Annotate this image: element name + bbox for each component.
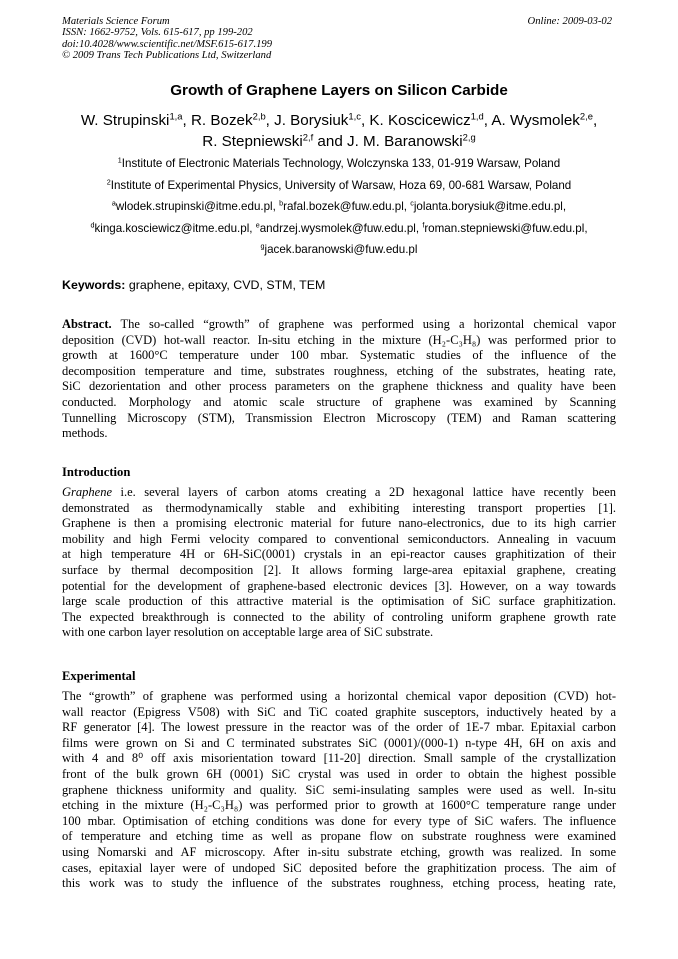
section-heading-experimental: Experimental (62, 669, 136, 683)
exp-line: of temperature and etching time as well as propane flow on substrate roughness were examined (62, 829, 616, 844)
author-line-2 (50, 131, 628, 152)
affiliation-text: Institute of Experimental Physics, University of Warsaw, Hoza 69, 00-681 Warsaw, Poland (110, 179, 572, 192)
email-sup: a (111, 198, 116, 208)
exp-line: RF generator [4]. The lowest pressure in the reactor was of the order of 1E-7 mbar. Epitaxial carbon (62, 720, 616, 735)
author-sup: 2,e (579, 110, 593, 122)
exp-line: films were grown on Si and C terminated substrates SiC (0001)/(000-1) n-type 4H, 6H on axis and (62, 735, 616, 750)
email-sup: f (422, 220, 425, 230)
intro-line: The expected breakthrough is connected to the ability of controling uniform graphene growth rate (62, 609, 616, 624)
intro-line: potential for the development of graphene-based electronic devices [3]. However, on a way towards (62, 578, 616, 593)
journal-doi: doi:10.4028/www.scientific.net/MSF.615-617.199 (62, 38, 272, 50)
email-sup: c (410, 198, 414, 208)
author-sup: 2,g (462, 131, 476, 143)
affiliation-2 (40, 179, 638, 192)
journal-header (62, 16, 272, 62)
exp-line: The “growth” of graphene was performed using a horizontal chemical vapor deposition (CVD) hot- (62, 689, 616, 703)
email-link[interactable]: wlodek.strupinski@itme.edu.pl (115, 200, 273, 213)
abstract-line (62, 317, 616, 333)
email-line-2: $^d$kinga.kosciewicz@itme.edu.pl, $^e$andrzej.wysmolek@fuw.edu.pl, $^f$roman.stepniewski@fuw.edu.pl, (90, 220, 588, 235)
email-link[interactable]: jolanta.borysiuk@itme.edu.pl (413, 200, 563, 213)
author-sup: 1,a (169, 110, 183, 122)
abstract-line: growth at 1600°C temperature under 100 mbar. Systematic studies of the influence of the (62, 348, 616, 363)
author-sup: 2,b (252, 110, 266, 122)
exp-line: with 4 and 8⁰ off axis misorientation toward [11-20] direction. Small sample of the crystallization (62, 751, 616, 766)
intro-line: at high temperature 4H or 6H-SiC(0001) crystals in an epi-reactor causes graphitization of their (62, 547, 616, 562)
abstract-line: conducted. Morphology and atomic scale structure of graphene was examined by Scanning (62, 394, 616, 409)
intro-line: large scale production of this attractive material is the optimisation of SiC surface graphitization. (62, 594, 616, 609)
affiliation-1 (40, 157, 638, 170)
intro-line: mobility and high Fermi velocity compared to conventional semiconductors. Annealing in vacuum (62, 531, 616, 546)
affiliation-sup: 1 (117, 155, 122, 165)
email-line-3 (40, 243, 638, 256)
email-link[interactable]: roman.stepniewski@fuw.edu.pl (424, 222, 585, 235)
journal-copyright: © 2009 Trans Tech Publications Ltd, Switzerland (62, 50, 272, 62)
author-sup: 2,f (302, 131, 314, 143)
exp-line: this work was to study the influence of the substrates roughness, etching process, heating rate, (62, 876, 616, 891)
introduction-body (62, 485, 616, 641)
paper-title: Growth of Graphene Layers on Silicon Carbide (170, 82, 508, 99)
author-sup: 1,c (348, 110, 361, 122)
intro-lead: Graphene (62, 485, 112, 499)
abstract-text: The so-called “growth” of graphene was performed using a horizontal chemical vapor (120, 317, 616, 331)
experimental-body (62, 689, 616, 892)
exp-line: etching in the mixture (H₂-C₃H₈) was performed prior to growth at 1600°C temperature range under (62, 798, 616, 813)
email-link[interactable]: rafal.bozek@fuw.edu.pl (283, 200, 404, 213)
author: K. Koscicewicz (369, 112, 471, 129)
intro-line: with one carbon layer resolution on acceptable large area of SiC substrate. (62, 625, 434, 640)
email-sup: g (260, 241, 265, 251)
email-link[interactable]: jacek.baranowski@fuw.edu.pl (264, 243, 418, 256)
abstract-label: Abstract. (62, 317, 112, 331)
abstract-line: deposition (CVD) hot-wall reactor. In-situ etching in the mixture (H₂-C₃H₈) was performed prior to (62, 332, 616, 347)
email-sup: d (90, 220, 95, 230)
keywords-text: graphene, epitaxy, CVD, STM, TEM (128, 278, 326, 292)
author-line-1: W. Strupinski$^{1,a}$, R. Bozek$^{2,b}$, J. Borysiuk$^{1,c}$, K. Koscicewicz$^{1,d}$, A. Wysmolek$^{2,e}$, (80, 110, 598, 129)
keywords-label: Keywords: (62, 278, 126, 292)
journal-name: Materials Science Forum (62, 16, 170, 27)
keywords (62, 278, 325, 292)
author: W. Strupinski (80, 112, 170, 129)
author-sup: 1,d (470, 110, 484, 122)
email-line-1: $^a$wlodek.strupinski@itme.edu.pl, $^b$rafal.bozek@fuw.edu.pl, $^c$jolanta.borysiuk@itme.edu.pl, (111, 198, 567, 213)
author-list (50, 110, 628, 152)
email-sup: b (279, 198, 284, 208)
exp-line: graphene thickness uniformity and quality. SiC semi-insulating samples were used as well. In-situ (62, 782, 616, 797)
abstract-line: methods. (62, 426, 108, 441)
author: J. M. Baranowski (347, 133, 463, 150)
exp-line: cases, epitaxial layer were of undoped SiC deposited before the graphitization process. The aim of (62, 860, 616, 875)
author-and: and (317, 133, 343, 150)
email-link[interactable]: andrzej.wysmolek@fuw.edu.pl (259, 222, 416, 235)
author: R. Stepniewski (202, 133, 303, 150)
author: J. Borysiuk (274, 112, 349, 129)
intro-line: demonstrated as thermodynamically stable and exhibiting interesting transport properties [1]. (62, 500, 616, 515)
intro-line: surface by thermal decomposition [2]. It allows forming large-area epitaxial graphene, creating (62, 562, 616, 577)
affiliation-sup: 2 (106, 177, 111, 187)
author: R. Bozek (190, 112, 253, 129)
section-heading-introduction: Introduction (62, 465, 131, 479)
intro-line: Graphene is then a promising electronic material for future nano-electronics, due to its high carrier (62, 516, 616, 531)
email-sup: e (255, 220, 260, 230)
intro-line (62, 485, 616, 501)
online-date: Online: 2009-03-02 (527, 16, 612, 27)
intro-text: i.e. several layers of carbon atoms creating a 2D hexagonal lattice have recently been (112, 485, 616, 499)
abstract (62, 317, 616, 442)
journal-issn: ISSN: 1662-9752, Vols. 615-617, pp 199-202 (62, 27, 253, 39)
author: A. Wysmolek (491, 112, 580, 129)
abstract-line: decomposition temperature and time, substrates roughness, etching of the substrates, heating rate, (62, 363, 616, 378)
exp-line: front of the bulk grown 6H (0001) SiC crystal was used in order to obtain the highest possible (62, 766, 616, 781)
abstract-line: SiC dezorientation and other process parameters on the graphene thickness and quality have been (62, 379, 616, 394)
exp-line: 100 mbar. Optimisation of etching conditions was done for every type of SiC wafers. The influence (62, 813, 616, 828)
exp-line: using Nomarski and AF microscopy. After in-situ substrate etching, growth was realized. In some (62, 844, 616, 859)
exp-line: wall reactor (Epigress V508) with SiC and TiC coated graphite susceptors, inductively heated by a (62, 704, 616, 719)
email-link[interactable]: kinga.kosciewicz@itme.edu.pl (94, 222, 250, 235)
affiliation-text: Institute of Electronic Materials Technology, Wolczynska 133, 01-919 Warsaw, Poland (121, 157, 561, 170)
abstract-line: Tunnelling Microscopy (STM), Transmission Electron Microscopy (TEM) and Raman scattering (62, 410, 616, 425)
